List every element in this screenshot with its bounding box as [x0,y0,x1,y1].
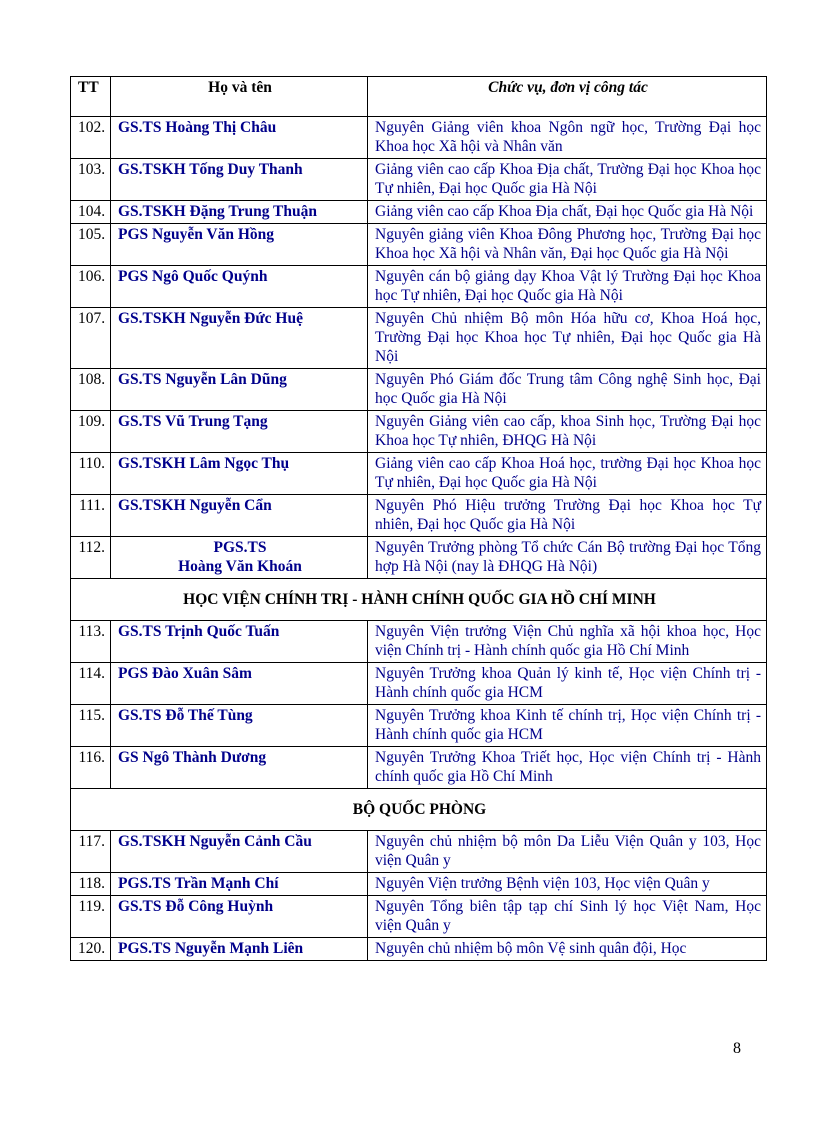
row-number: 106. [71,266,111,308]
row-desc: Nguyên chủ nhiệm bộ môn Da Liễu Viện Quân y 103, Học viện Quân y [368,831,767,873]
row-number: 102. [71,117,111,159]
row-number: 119. [71,896,111,938]
table-row [71,266,767,308]
row-name: PGS Đào Xuân Sâm [111,663,368,705]
row-desc: Nguyên Trưởng Khoa Triết học, Học viện Chính trị - Hành chính quốc gia Hồ Chí Minh [368,747,767,789]
section-heading: HỌC VIỆN CHÍNH TRỊ - HÀNH CHÍNH QUỐC GIA HỒ CHÍ MINH [71,579,767,621]
row-number: 118. [71,873,111,896]
table-row [71,537,767,579]
row-desc: Nguyên Tổng biên tập tạp chí Sinh lý học Việt Nam, Học viện Quân y [368,896,767,938]
row-number: 111. [71,495,111,537]
row-name: GS.TSKH Nguyễn Cảnh Cầu [111,831,368,873]
row-name: GS.TSKH Nguyễn Cẩn [111,495,368,537]
row-number: 116. [71,747,111,789]
row-number: 104. [71,201,111,224]
row-name: GS.TS Nguyễn Lân Dũng [111,369,368,411]
table-row [71,369,767,411]
page-number: 8 [733,1040,741,1057]
row-name: GS.TS Vũ Trung Tạng [111,411,368,453]
row-name: GS.TS Hoàng Thị Châu [111,117,368,159]
table-row [71,308,767,369]
table-row [71,159,767,201]
table-row [71,201,767,224]
table-row [71,224,767,266]
header-desc: Chức vụ, đơn vị công tác [368,77,767,117]
row-desc: Nguyên Giảng viên cao cấp, khoa Sinh học, Trường Đại học Khoa học Tự nhiên, ĐHQG Hà Nội [368,411,767,453]
table-row [71,938,767,961]
row-number: 107. [71,308,111,369]
table-row [71,705,767,747]
row-number: 109. [71,411,111,453]
row-name: PGS.TS Nguyễn Mạnh Liên [111,938,368,961]
table-row [71,873,767,896]
row-number: 105. [71,224,111,266]
row-name: GS.TS Đỗ Công Huỳnh [111,896,368,938]
row-number: 110. [71,453,111,495]
row-desc: Nguyên Giảng viên khoa Ngôn ngữ học, Trường Đại học Khoa học Xã hội và Nhân văn [368,117,767,159]
row-desc: Nguyên Viện trưởng Viện Chủ nghĩa xã hội khoa học, Học viện Chính trị - Hành chính quốc gia Hồ Chí Minh [368,621,767,663]
row-name [111,537,368,579]
table-row [71,747,767,789]
section-heading: BỘ QUỐC PHÒNG [71,789,767,831]
row-desc: Nguyên giảng viên Khoa Đông Phương học, Trường Đại học Khoa học Xã hội và Nhân văn, Đại học Quốc gia Hà Nội [368,224,767,266]
row-name: PGS Nguyễn Văn Hồng [111,224,368,266]
row-number: 113. [71,621,111,663]
row-number: 115. [71,705,111,747]
row-desc: Nguyên Trưởng khoa Quản lý kinh tế, Học viện Chính trị - Hành chính quốc gia HCM [368,663,767,705]
table-row [71,896,767,938]
row-desc: Nguyên cán bộ giảng dạy Khoa Vật lý Trường Đại học Khoa học Tự nhiên, Đại học Quốc gia Hà Nội [368,266,767,308]
row-desc: Giảng viên cao cấp Khoa Hoá học, trường Đại học Khoa học Tự nhiên, Đại học Quốc gia Hà Nội [368,453,767,495]
row-name: GS Ngô Thành Dương [111,747,368,789]
table-row [71,453,767,495]
table-row [71,831,767,873]
row-name: GS.TS Trịnh Quốc Tuấn [111,621,368,663]
table-row [71,411,767,453]
row-number: 120. [71,938,111,961]
row-desc: Nguyên Trưởng phòng Tổ chức Cán Bộ trường Đại học Tổng hợp Hà Nội (nay là ĐHQG Hà Nội) [368,537,767,579]
row-desc: Nguyên Phó Giám đốc Trung tâm Công nghệ Sinh học, Đại học Quốc gia Hà Nội [368,369,767,411]
row-number: 108. [71,369,111,411]
row-name: GS.TSKH Tống Duy Thanh [111,159,368,201]
header-tt: TT [71,77,111,117]
row-number: 103. [71,159,111,201]
row-desc: Nguyên Phó Hiệu trưởng Trường Đại học Khoa học Tự nhiên, Đại học Quốc gia Hà Nội [368,495,767,537]
row-desc: Giảng viên cao cấp Khoa Địa chất, Trường Đại học Khoa học Tự nhiên, Đại học Quốc gia Hà Nội [368,159,767,201]
row-name: GS.TSKH Nguyễn Đức Huệ [111,308,368,369]
table-row [71,663,767,705]
table-row [71,117,767,159]
row-number: 114. [71,663,111,705]
table-header-row [71,77,767,117]
row-desc: Nguyên Trưởng khoa Kinh tế chính trị, Học viện Chính trị - Hành chính quốc gia HCM [368,705,767,747]
row-desc: Nguyên Chủ nhiệm Bộ môn Hóa hữu cơ, Khoa Hoá học, Trường Đại học Khoa học Tự nhiên, Đại học Quốc gia Hà Nội [368,308,767,369]
signatories-table [70,76,767,961]
table-row [71,621,767,663]
row-number: 112. [71,537,111,579]
row-desc: Nguyên Viện trưởng Bệnh viện 103, Học viện Quân y [368,873,767,896]
row-name: PGS Ngô Quốc Quýnh [111,266,368,308]
row-name-person: Hoàng Văn Khoán [178,558,302,575]
section-row-hcm-academy [71,579,767,621]
table-row [71,495,767,537]
row-name: GS.TSKH Đặng Trung Thuận [111,201,368,224]
row-name: GS.TS Đỗ Thế Tùng [111,705,368,747]
row-number: 117. [71,831,111,873]
row-name-title: PGS.TS [213,539,267,556]
section-row-defense-ministry [71,789,767,831]
row-name: GS.TSKH Lâm Ngọc Thụ [111,453,368,495]
row-desc: Nguyên chủ nhiệm bộ môn Vệ sinh quân đội, Học [368,938,767,961]
header-name: Họ và tên [111,77,368,117]
row-name: PGS.TS Trần Mạnh Chí [111,873,368,896]
row-desc: Giảng viên cao cấp Khoa Địa chất, Đại học Quốc gia Hà Nội [368,201,767,224]
